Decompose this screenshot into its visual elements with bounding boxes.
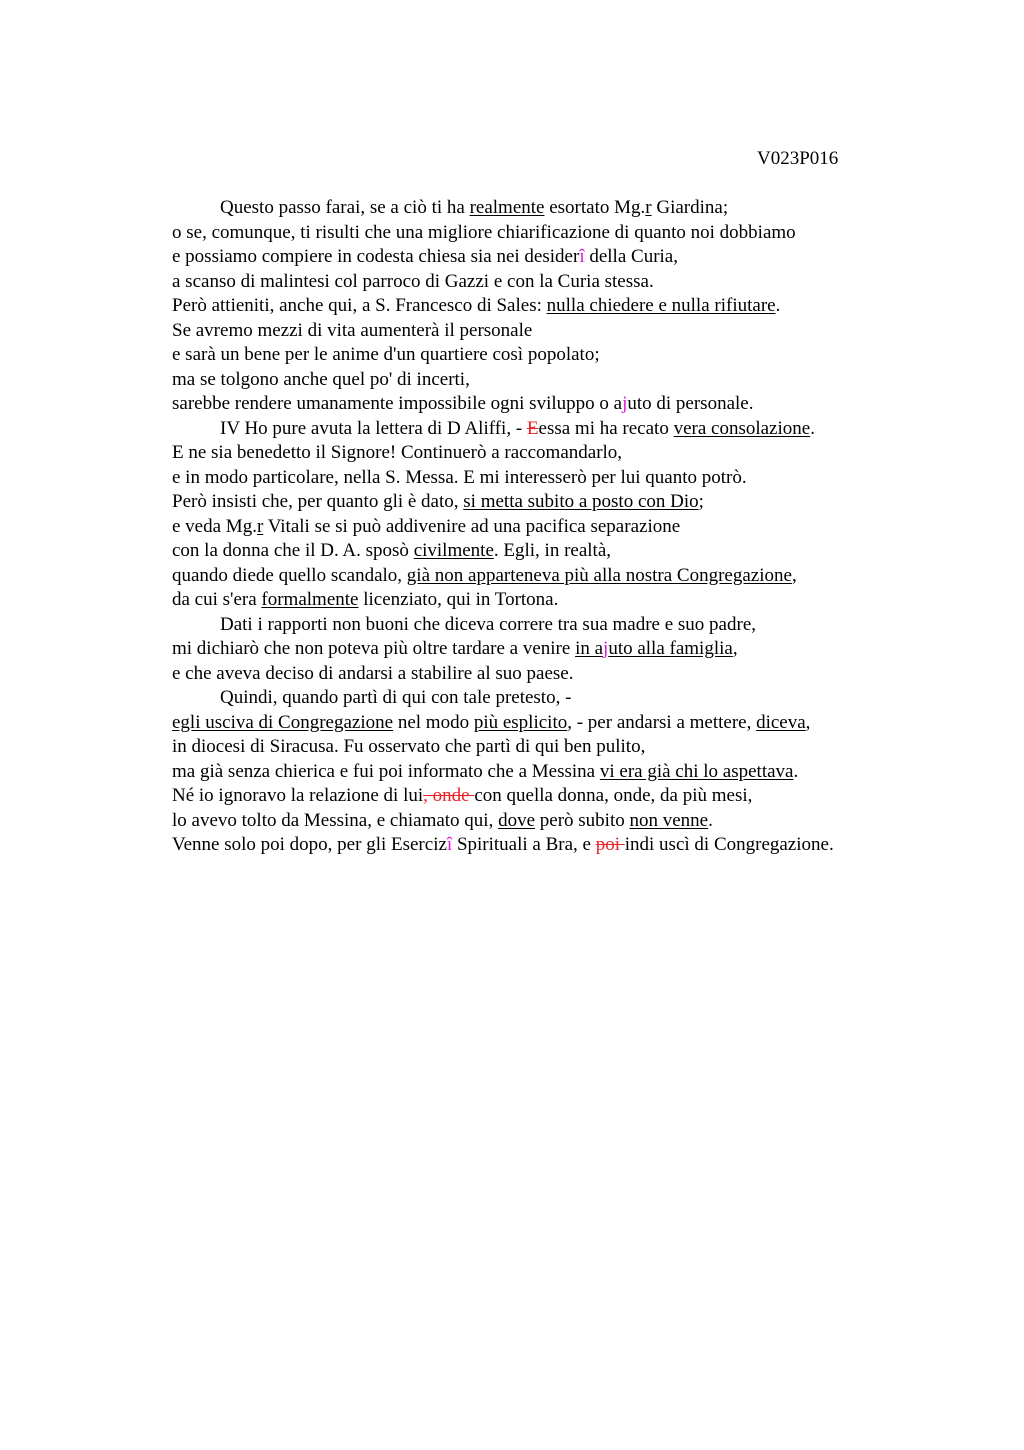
underlined-text: vera consolazione (673, 417, 811, 439)
text-segment: lo avevo tolto da Messina, e chiamato qui, (172, 809, 499, 831)
text-segment: della Curia, (584, 246, 678, 267)
text-segment: Giardina; (651, 197, 729, 218)
text-line (172, 466, 1002, 491)
text-segment: , (791, 564, 797, 586)
underlined-text: non venne (629, 809, 709, 831)
text-line (172, 711, 1002, 736)
underlined-text: formalmente (261, 589, 359, 610)
text-segment: IV Ho pure avuta la lettera di D Aliffi, - (220, 417, 527, 439)
text-line (172, 686, 1002, 711)
text-segment: . (810, 417, 815, 439)
text-line (172, 662, 1002, 687)
text-segment: Spirituali a Bra, e (452, 834, 596, 855)
text-segment: Né io ignoravo la relazione di lui (172, 785, 424, 806)
text-line (172, 515, 1002, 540)
text-segment: indi uscì di Congregazione. (624, 834, 834, 855)
text-segment: con la donna che il D. A. sposò (172, 540, 414, 561)
text-segment: e sarà un bene per le anime d'un quartiere così popolato; (172, 344, 600, 365)
underlined-text: r (645, 197, 652, 218)
text-segment: in diocesi di Siracusa. Fu osservato che partì di qui ben pulito, (172, 736, 646, 757)
text-line (172, 809, 1002, 834)
text-line (172, 637, 1002, 662)
underlined-text: r (256, 515, 264, 537)
text-segment: e in modo particolare, nella S. Messa. E mi interesserò per lui quanto potrò. (172, 466, 747, 488)
deleted-text: , onde (423, 785, 475, 806)
underlined-text: più esplicito (473, 711, 568, 733)
letter-body (172, 196, 1002, 858)
text-segment: . (775, 295, 781, 316)
text-segment: Vitali se si può addivenire ad una pacifica separazione (263, 515, 681, 537)
text-segment: da cui s'era (172, 589, 262, 610)
text-segment: uto di personale. (627, 393, 754, 414)
text-line (172, 196, 1002, 221)
inserted-text: î (446, 834, 453, 855)
underlined-text: dove (498, 809, 536, 831)
underlined-text: egli usciva di Congregazione (172, 711, 394, 733)
text-line (172, 417, 1002, 442)
text-line (172, 588, 1002, 613)
text-line (172, 735, 1002, 760)
text-line (172, 441, 1002, 466)
text-segment: . Egli, in realtà, (493, 540, 612, 561)
text-segment: Questo passo farai, se a ciò ti ha (220, 197, 470, 218)
text-segment: , (805, 711, 811, 733)
text-line (172, 343, 1002, 368)
text-line (172, 319, 1002, 344)
text-segment: e veda Mg. (172, 515, 257, 537)
text-segment: Però attieniti, anche qui, a S. Francesco di Sales: (172, 295, 547, 316)
text-segment: a scanso di malintesi col parroco di Gazzi e con la Curia stessa. (172, 270, 654, 292)
underlined-text: già non apparteneva più alla nostra Congregazione (406, 564, 792, 586)
text-segment: però subito (535, 809, 630, 831)
text-segment: Però insisti che, per quanto gli è dato, (172, 491, 464, 512)
text-segment: Venne solo poi dopo, per gli Eserciz (172, 834, 447, 855)
text-segment: . (708, 809, 713, 831)
text-segment: Dati i rapporti non buoni che diceva correre tra sua madre e suo padre, (220, 613, 756, 635)
text-line (172, 270, 1002, 295)
text-segment: E ne sia benedetto il Signore! Continuerò a raccomandarlo, (172, 442, 623, 463)
text-segment: esortato Mg. (544, 197, 646, 218)
text-segment: o se, comunque, ti risulti che una migliore chiarificazione di quanto noi dobbiamo (172, 221, 796, 243)
page-code: V023P016 (757, 148, 839, 169)
underlined-text: realmente (469, 197, 545, 218)
inserted-text: j (603, 638, 609, 659)
text-segment: essa mi ha recato (538, 417, 674, 439)
text-segment: Se avremo mezzi di vita aumenterà il personale (172, 319, 533, 341)
text-segment: nel modo (393, 711, 474, 733)
text-segment: licenziato, qui in Tortona. (358, 589, 559, 610)
text-segment: mi dichiarò che non poteva più oltre tardare a venire (172, 638, 576, 659)
deleted-text: poi (595, 834, 625, 855)
text-segment: Quindi, quando partì di qui con tale pretesto, - (220, 687, 572, 708)
text-line (172, 392, 1002, 417)
underlined-text: civilmente (413, 540, 494, 561)
inserted-text: j (622, 393, 628, 414)
underlined-text: in a (575, 638, 604, 659)
text-segment: ma se tolgono anche quel po' di incerti, (172, 368, 470, 390)
text-segment: ; (698, 491, 704, 512)
text-segment: e possiamo compiere in codesta chiesa sia nei desider (172, 246, 580, 267)
text-segment: , (732, 638, 738, 659)
text-line (172, 784, 1002, 809)
text-segment: quando diede quello scandalo, (172, 564, 407, 586)
underlined-text: diceva (756, 711, 806, 733)
underlined-text: si metta subito a posto con Dio (463, 491, 699, 512)
text-segment: con quella donna, onde, da più mesi, (474, 785, 753, 806)
text-line (172, 245, 1002, 270)
deleted-text: E (526, 417, 539, 439)
text-segment: sarebbe rendere umanamente impossibile ogni sviluppo o a (172, 393, 623, 414)
text-line (172, 294, 1002, 319)
text-segment: , - per andarsi a mettere, (567, 711, 757, 733)
underlined-text: uto alla famiglia (608, 638, 733, 659)
underlined-text: vi era già chi lo aspettava (599, 760, 794, 782)
text-segment: ma già senza chierica e fui poi informato che a Messina (172, 760, 600, 782)
text-line (172, 539, 1002, 564)
text-segment: e che aveva deciso di andarsi a stabilire al suo paese. (172, 662, 574, 684)
text-line (172, 564, 1002, 589)
text-line (172, 490, 1002, 515)
text-line (172, 221, 1002, 246)
text-segment: . (793, 760, 799, 782)
text-line (172, 368, 1002, 393)
text-line (172, 760, 1002, 785)
text-line (172, 613, 1002, 638)
underlined-text: nulla chiedere e nulla rifiutare (546, 295, 776, 316)
text-line (172, 833, 1002, 858)
inserted-text: î (579, 246, 585, 267)
